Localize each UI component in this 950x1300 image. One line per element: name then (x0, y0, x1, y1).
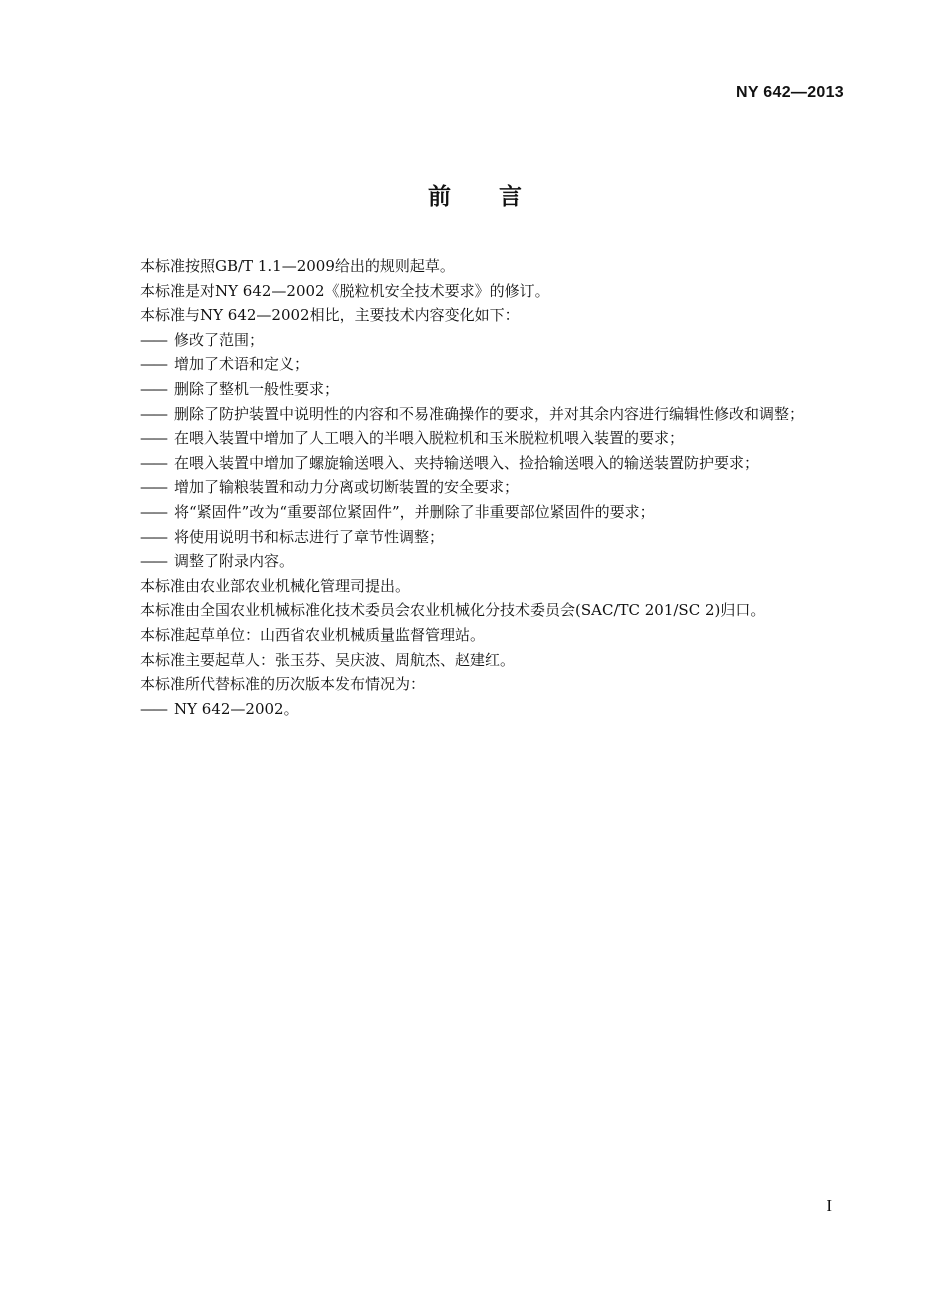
dash-marker: —— (140, 453, 166, 472)
list-item (140, 525, 845, 550)
list-item-text: 增加了术语和定义； (174, 355, 310, 374)
list-item (140, 475, 845, 500)
paragraph-under-jurisdiction: 本标准由全国农业机械标准化技术委员会农业机械化分技术委员会(SAC/TC 201/SC 2)归口。 (140, 601, 766, 620)
paragraph-proposed-by: 本标准由农业部农业机械化管理司提出。 (140, 576, 411, 595)
list-item-text: 调整了附录内容。 (174, 552, 295, 571)
list-item (140, 352, 845, 377)
list-item-text: NY 642—2002。 (174, 699, 299, 718)
dash-marker: —— (140, 502, 166, 521)
paragraph-version-history: 本标准所代替标准的历次版本发布情况为： (140, 675, 426, 694)
dash-marker: —— (140, 478, 166, 497)
list-item (140, 377, 845, 402)
list-item (140, 500, 845, 525)
page-number: I (826, 1196, 832, 1215)
title-char-2: 言 (499, 184, 522, 210)
list-item (140, 402, 845, 427)
paragraph-revision-of: 本标准是对NY 642—2002《脱粒机安全技术要求》的修订。 (140, 281, 550, 300)
list-item-text: 删除了整机一般性要求； (174, 379, 340, 398)
dash-marker: —— (140, 404, 166, 423)
list-item (140, 549, 845, 574)
dash-marker: —— (140, 330, 166, 349)
dash-marker: —— (140, 355, 166, 374)
list-item (140, 426, 845, 451)
list-item-text: 在喂入装置中增加了人工喂入的半喂入脱粒机和玉米脱粒机喂入装置的要求； (174, 429, 685, 448)
list-item-text: 将“紧固件”改为“重要部位紧固件”，并删除了非重要部位紧固件的要求； (174, 502, 655, 521)
page-title (0, 178, 950, 211)
list-item-text: 将使用说明书和标志进行了章节性调整； (174, 527, 445, 546)
dash-marker: —— (140, 552, 166, 571)
dash-marker: —— (140, 379, 166, 398)
paragraph-drafting-rule: 本标准按照GB/T 1.1—2009给出的规则起草。 (140, 257, 455, 275)
paragraph-drafters: 本标准主要起草人：张玉芬、吴庆波、周航杰、赵建红。 (140, 650, 516, 669)
document-number-header: NY 642—2013 (736, 84, 844, 101)
list-item (140, 451, 845, 476)
list-item-text: 增加了输粮装置和动力分离或切断装置的安全要求； (174, 478, 520, 497)
paragraph-changes-intro: 本标准与NY 642—2002相比，主要技术内容变化如下： (140, 306, 520, 325)
list-item-text: 删除了防护装置中说明性的内容和不易准确操作的要求，并对其余内容进行编辑性修改和调整； (174, 404, 805, 423)
foreword-body (140, 254, 845, 721)
title-char-1: 前 (428, 184, 451, 210)
dash-marker: —— (140, 527, 166, 546)
list-item-previous-version (140, 697, 845, 722)
dash-marker: —— (140, 699, 166, 718)
dash-marker: —— (140, 429, 166, 448)
list-item-text: 在喂入装置中增加了螺旋输送喂入、夹持输送喂入、捡拾输送喂入的输送装置防护要求； (174, 453, 760, 472)
paragraph-drafting-unit: 本标准起草单位：山西省农业机械质量监督管理站。 (140, 625, 486, 644)
list-item-text: 修改了范围； (174, 330, 265, 349)
list-item (140, 328, 845, 353)
